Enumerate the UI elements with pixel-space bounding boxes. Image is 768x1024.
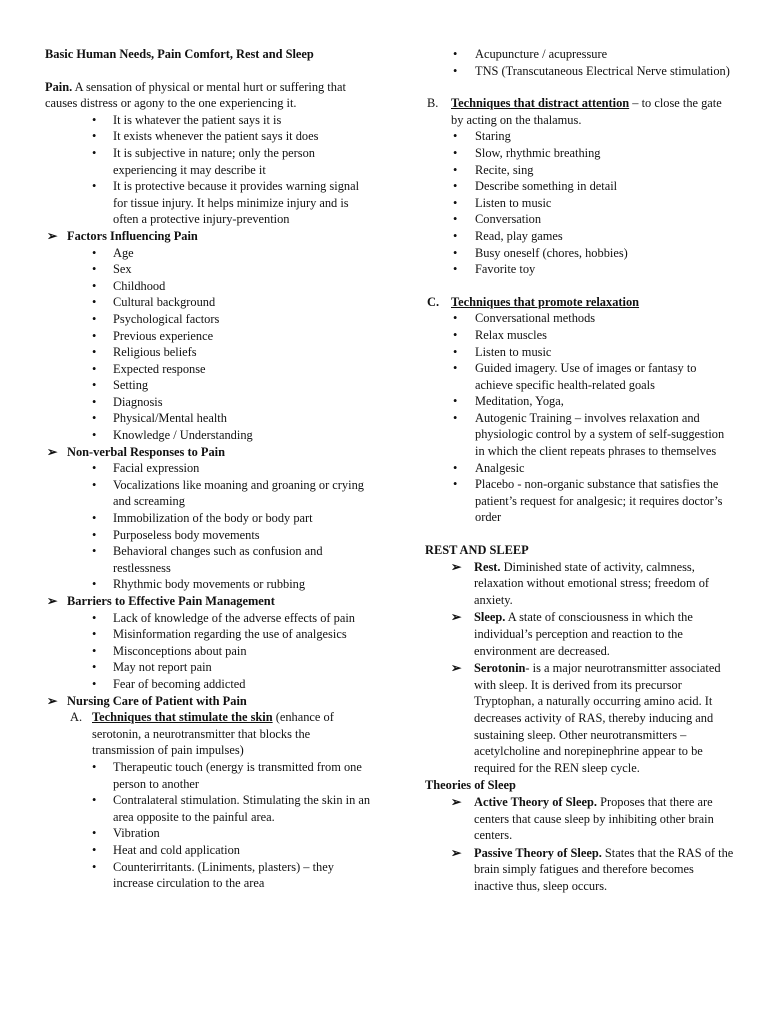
pain-term: Pain.: [45, 79, 73, 94]
arrow-bullet-icon: ➢: [47, 444, 58, 459]
sleep-term: Sleep.: [474, 610, 506, 625]
list-item: • Contralateral stimulation. Stimulating the skin in an area opposite to the painful area.: [113, 792, 375, 825]
right-column: [425, 46, 735, 896]
arrow-bullet-icon: ➢: [451, 610, 462, 625]
list-item: • Immobilization of the body or body part: [113, 510, 375, 527]
list-item: • Listen to music: [475, 195, 735, 212]
arrow-bullet-icon: ➢: [47, 594, 58, 608]
list-item: • Previous experience: [113, 328, 375, 345]
section-c: [425, 294, 735, 311]
pain-def-text: A sensation of physical or mental hurt or suffering that causes distress or agony to the one experiencing it.: [45, 79, 346, 111]
list-item: • Therapeutic touch (energy is transmitted from one person to another: [113, 759, 375, 792]
section-b-heading: Techniques that distract attention: [451, 96, 630, 111]
serotonin-item: [451, 660, 735, 776]
section-c-list: [425, 310, 735, 526]
list-item: • Describe something in detail: [475, 178, 735, 195]
arrow-bullet-icon: ➢: [47, 693, 58, 708]
list-item: • It is protective because it provides warning signal for tissue injury. It helps minimize injury and is often a protective injury-prevention: [113, 178, 375, 228]
list-item: • It exists whenever the patient says it does: [113, 128, 375, 145]
list-item: • Physical/Mental health: [113, 410, 375, 427]
section-a-letter: A.: [70, 710, 83, 725]
list-item: • Behavioral changes such as confusion and restlessness: [113, 543, 375, 576]
list-item: • Age: [113, 245, 375, 262]
barriers-list: [45, 610, 375, 693]
list-item: • Slow, rhythmic breathing: [475, 145, 735, 162]
section-a-heading: Techniques that stimulate the skin: [92, 710, 273, 725]
list-item: • Recite, sing: [475, 162, 735, 179]
list-item: • Misconceptions about pain: [113, 643, 375, 660]
rest-def: Diminished state of activity, calmness, relaxation without emotional stress; freedom of anxiety.: [474, 559, 710, 607]
list-item: • It is subjective in nature; only the person experiencing it may describe it: [113, 145, 375, 178]
rest-term: Rest.: [474, 559, 501, 574]
list-item: • Setting: [113, 377, 375, 394]
list-item: • Counterirritants. (Liniments, plasters) – they increase circulation to the area: [113, 859, 375, 892]
theories-list: [425, 794, 735, 895]
list-item: • Busy oneself (chores, hobbies): [475, 245, 735, 262]
factors-list: [45, 245, 375, 444]
arrow-bullet-icon: ➢: [47, 228, 58, 243]
list-item: • Heat and cold application: [113, 842, 375, 859]
list-item: • May not report pain: [113, 659, 375, 676]
list-item: • Psychological factors: [113, 311, 375, 328]
list-item: • Fear of becoming addicted: [113, 676, 375, 693]
list-item: • Placebo - non-organic substance that satisfies the patient’s request for analgesic; it requires doctor’s order: [475, 476, 735, 526]
list-item: • Autogenic Training – involves relaxation and physiologic control by a system of self-suggestion in which the client repeats phrases to themselves: [475, 410, 735, 460]
theories-heading: Theories of Sleep: [425, 778, 516, 793]
factors-heading: [45, 228, 375, 245]
serotonin-term: Serotonin: [474, 661, 526, 676]
list-item: • Diagnosis: [113, 394, 375, 411]
list-item: • Acupuncture / acupressure: [475, 46, 735, 63]
list-item: • Meditation, Yoga,: [475, 393, 735, 410]
factors-heading-text: Factors Influencing Pain: [67, 228, 198, 243]
nursing-heading: [45, 693, 375, 710]
section-c-letter: C.: [427, 294, 440, 309]
section-a-continued-list: [425, 46, 735, 79]
passive-theory-def: States that the RAS of the brain simply fatigues and therefore becomes inactive thus, sleep occurs.: [474, 845, 734, 893]
list-item: • Vocalizations like moaning and groaning or crying and screaming: [113, 477, 375, 510]
sleep-def: A state of consciousness in which the individual’s perception and reaction to the environment are decreased.: [474, 610, 693, 658]
passive-theory-term: Passive Theory of Sleep.: [474, 845, 602, 860]
list-item: • Conversational methods: [475, 310, 735, 327]
arrow-bullet-icon: ➢: [451, 661, 462, 676]
section-a-rest: (enhance of serotonin, a neurotransmitter that blocks the transmission of pain impulses): [92, 710, 334, 758]
list-item: • It is whatever the patient says it is: [113, 112, 375, 129]
rest-sleep-list: [425, 559, 735, 777]
active-theory-def: Proposes that there are centers that cause sleep by inhibiting other brain centers.: [474, 794, 714, 843]
section-a: [45, 709, 375, 759]
list-item: • Vibration: [113, 825, 375, 842]
list-item: • Sex: [113, 261, 375, 278]
sleep-item: [451, 609, 735, 659]
active-theory-term: Active Theory of Sleep.: [474, 794, 597, 809]
list-item: • Analgesic: [475, 460, 735, 477]
list-item: • Childhood: [113, 278, 375, 295]
list-item: • Read, play games: [475, 228, 735, 245]
barriers-heading-text: Barriers to Effective Pain Management: [67, 594, 275, 608]
serotonin-def: - is a major neurotransmitter associated with sleep. It is derived from its precursor Tryptophan, a naturally occurring amino acid. It decreases activity of RAS, thereby inducing and sustaining sleep. Other neurotransmitters – acetylcholine and norepinephrine appear to be required for the REN sleep cycle.: [474, 661, 721, 775]
list-item: • Listen to music: [475, 344, 735, 361]
list-item: • Relax muscles: [475, 327, 735, 344]
list-item: • Conversation: [475, 211, 735, 228]
left-column: [45, 46, 375, 892]
section-a-list: [45, 759, 375, 892]
section-b-letter: B.: [427, 96, 439, 111]
pain-points-list: [45, 112, 375, 228]
active-theory-item: [451, 794, 735, 844]
list-item: • Guided imagery. Use of images or fantasy to achieve specific health-related goals: [475, 360, 735, 393]
list-item: • Expected response: [113, 361, 375, 378]
passive-theory-item: [451, 845, 735, 895]
arrow-bullet-icon: ➢: [451, 845, 462, 860]
rest-sleep-heading: REST AND SLEEP: [425, 543, 529, 558]
nonverbal-heading-text: Non-verbal Responses to Pain: [67, 444, 225, 459]
list-item: • Lack of knowledge of the adverse effects of pain: [113, 610, 375, 627]
nursing-heading-text: Nursing Care of Patient with Pain: [67, 693, 247, 708]
section-c-heading: Techniques that promote relaxation: [451, 294, 640, 309]
list-item: • Purposeless body movements: [113, 527, 375, 544]
rest-item: [451, 559, 735, 609]
section-b: [425, 95, 735, 128]
nonverbal-heading: [45, 444, 375, 461]
document-title: Basic Human Needs, Pain Comfort, Rest and Sleep: [45, 47, 314, 61]
list-item: • TNS (Transcutaneous Electrical Nerve stimulation): [475, 63, 735, 80]
list-item: • Staring: [475, 128, 735, 145]
section-b-list: [425, 128, 735, 277]
barriers-heading: [45, 593, 375, 610]
list-item: • Misinformation regarding the use of analgesics: [113, 626, 375, 643]
section-b-rest: – to close the gate by acting on the thalamus.: [451, 96, 722, 127]
pain-definition: [45, 79, 375, 112]
list-item: • Religious beliefs: [113, 344, 375, 361]
arrow-bullet-icon: ➢: [451, 559, 462, 574]
nonverbal-list: [45, 460, 375, 593]
list-item: • Cultural background: [113, 294, 375, 311]
list-item: • Facial expression: [113, 460, 375, 477]
list-item: • Favorite toy: [475, 261, 735, 278]
list-item: • Rhythmic body movements or rubbing: [113, 576, 375, 593]
list-item: • Knowledge / Understanding: [113, 427, 375, 444]
arrow-bullet-icon: ➢: [451, 794, 462, 809]
